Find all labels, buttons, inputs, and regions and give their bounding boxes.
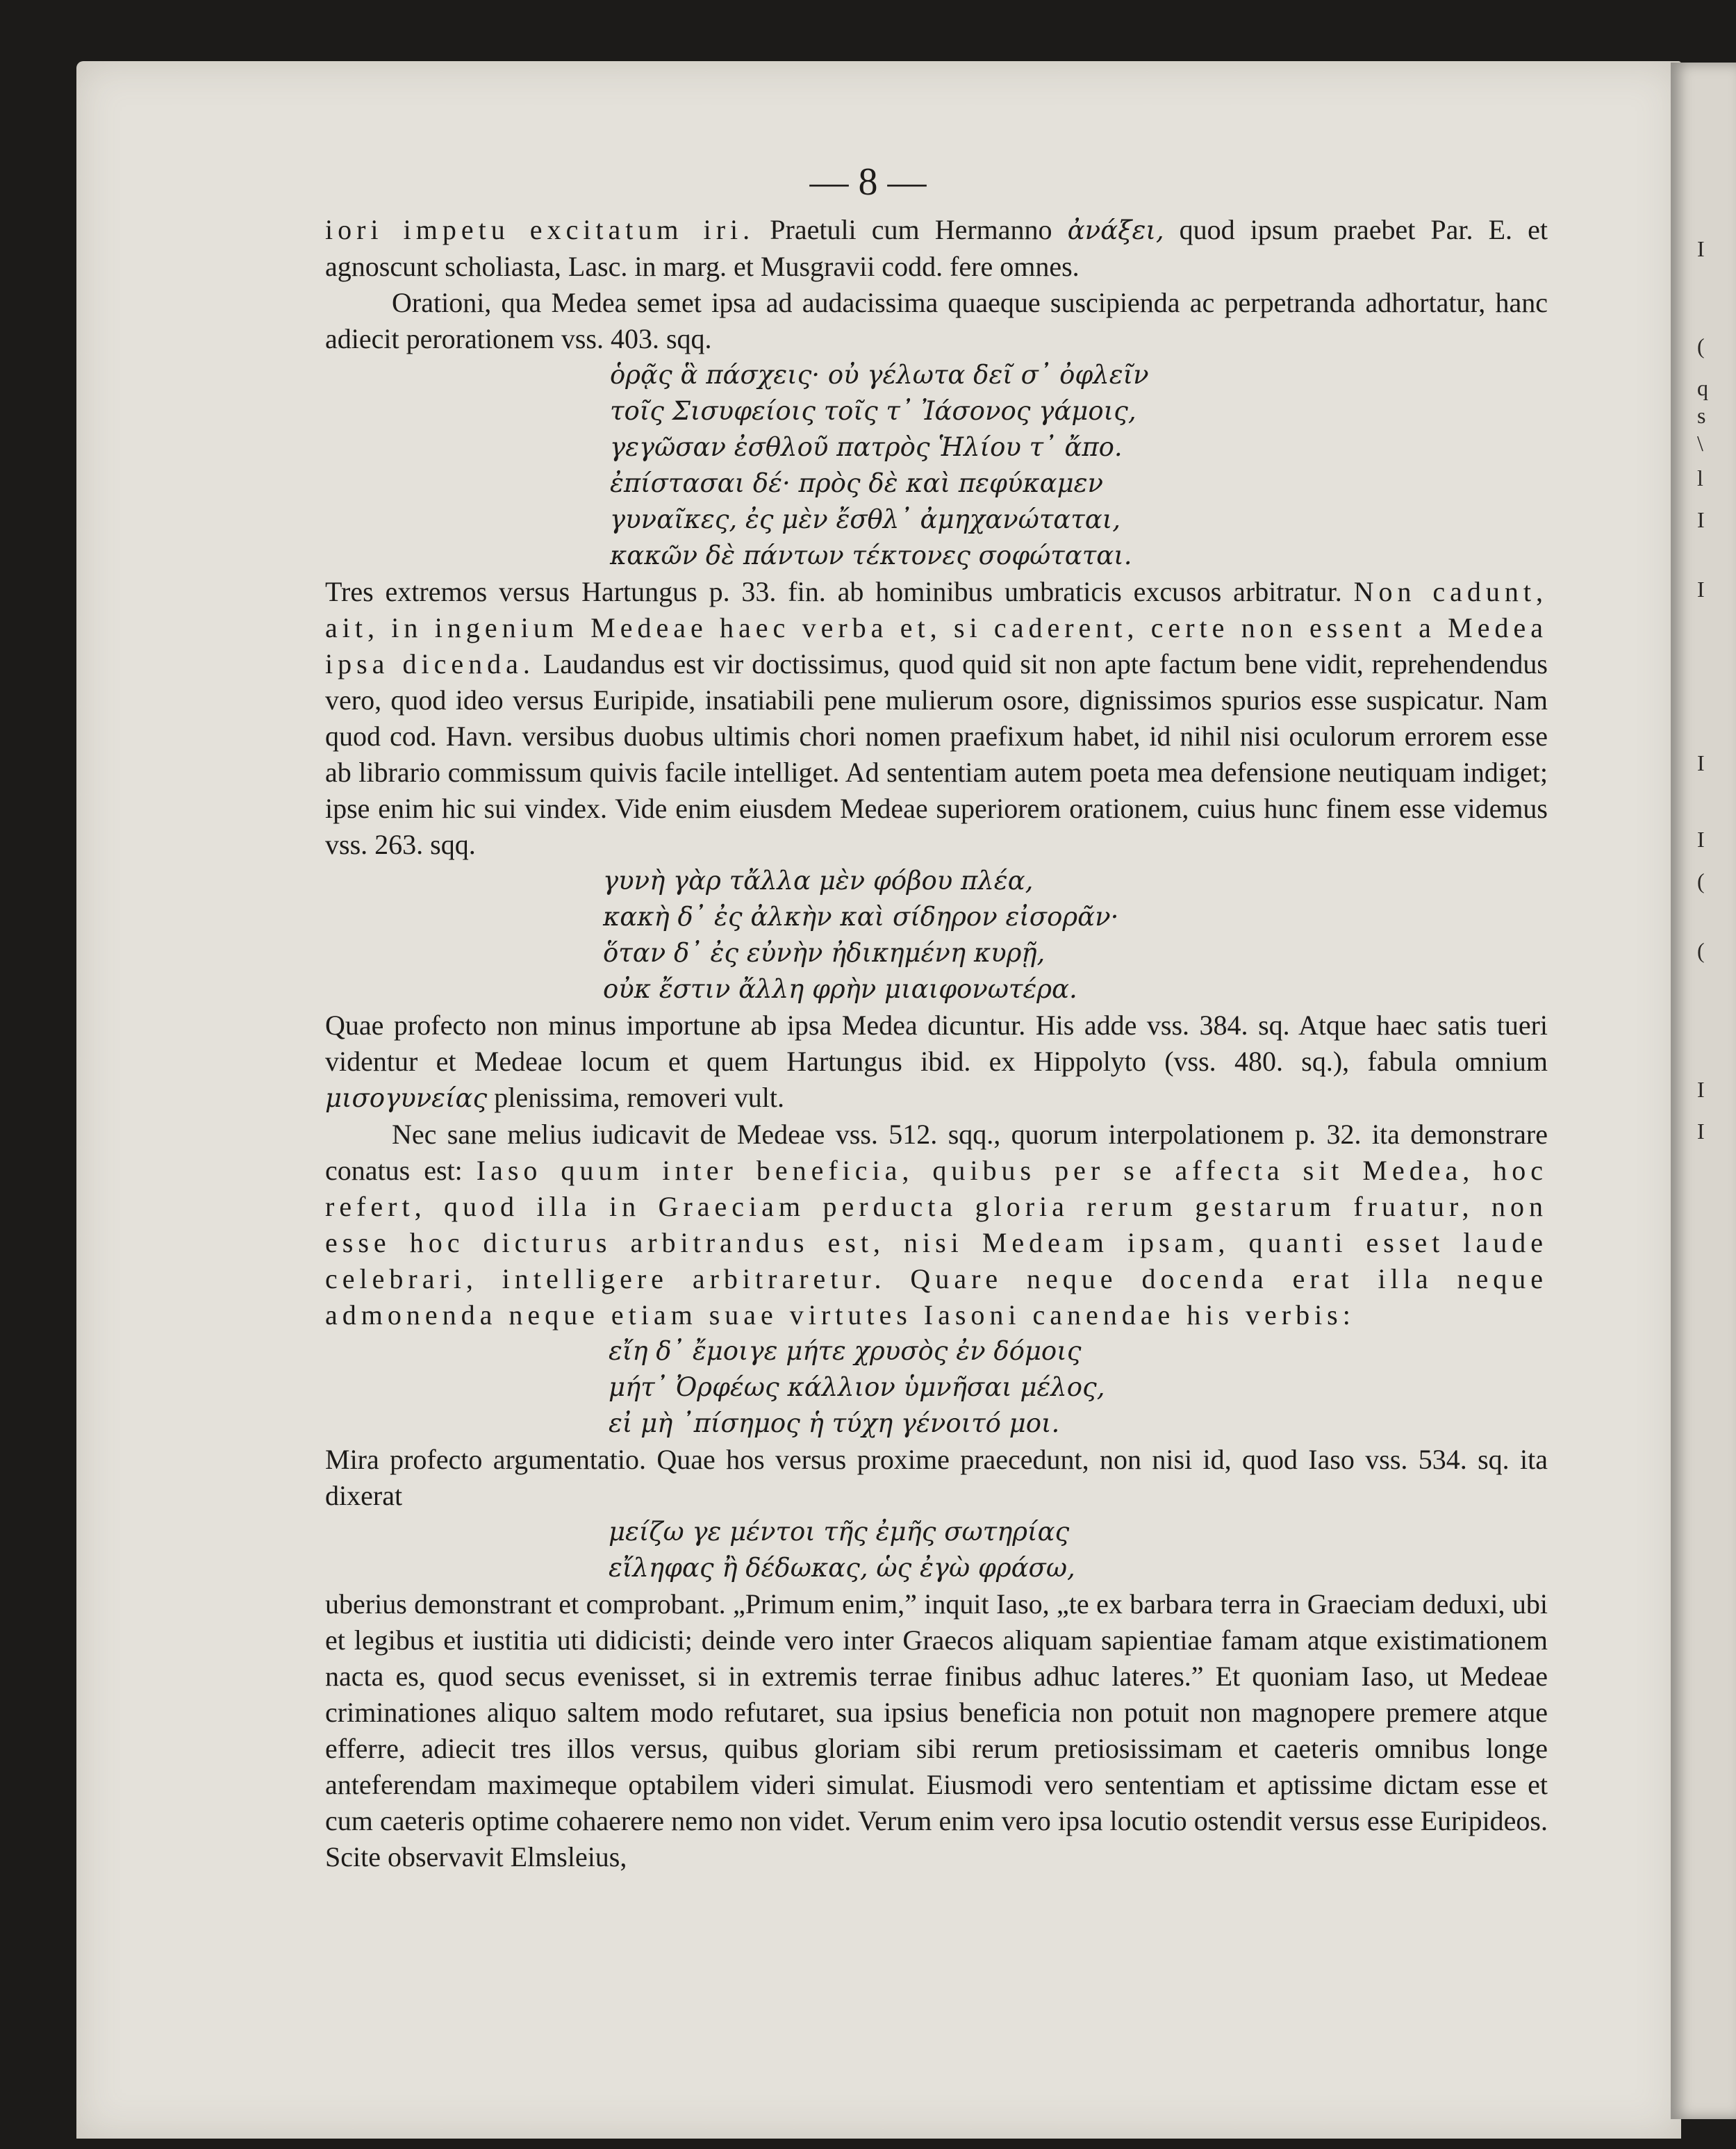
neighbor-page-char: l	[1697, 466, 1703, 491]
neighbor-page-char: (	[1697, 334, 1705, 359]
verse-line: ὅταν δ᾽ ἐς εὐνὴν ἠδικημένη κυρῇ,	[603, 938, 1045, 968]
paragraph-7	[325, 1586, 1548, 1875]
verse-line: εἴληφας ἢ δέδωκας, ὡς ἐγὼ φράσω,	[609, 1553, 1075, 1583]
text-run: Nec sane melius iudicavit de Medeae vss. 512. sqq., quorum interpolationem p. 32. ita demonstrare conatus est:	[325, 1119, 1548, 1186]
neighbor-page-char: I	[1697, 1119, 1705, 1144]
text-run: Quae profecto non minus importune ab ipsa Medea dicuntur. His adde vss. 384. sq. Atque haec satis tueri videntur et Medeae locum et quem Hartungus ibid. ex Hippolyto (vss. 480. sq.), fabula omnium	[325, 1010, 1548, 1077]
paragraph-2	[325, 285, 1548, 357]
verse-line: γυνὴ γὰρ τἄλλα μὲν φόβου πλέα,	[603, 866, 1034, 896]
paragraph-6	[325, 1442, 1548, 1514]
text-run: Laudandus est vir doctissimus, quod quid sit non apte factum bene vidit, reprehendendus vero, quod ideo versus Euripide, insatiabili pene mulierum osore, dignissimos spurios esse suspicatur. Nam quod cod. Havn. versibus duobus ultimis chori nomen praefixum habet, id nihil nisi oculorum errorem esse ab librario commissum quivis facile intelliget. Ad sententiam autem poeta mea defensione neutiquam indiget; ipse enim hic sui vindex. Vide enim eiusdem Medeae superiorem orationem, cuius hunc finem esse videmus vss. 263. sqq.	[325, 648, 1548, 860]
adjacent-page-edge	[1671, 63, 1736, 2119]
text-run: quod ipsum praebet Par. E. et agnoscunt scholiasta, Lasc. in marg. et Musgravii codd. fere omnes.	[325, 214, 1548, 282]
paragraph-5	[325, 1117, 1548, 1333]
verse-block-3	[609, 1333, 1548, 1442]
text-run: uberius demonstrant et comprobant. „Primum enim,” inquit Iaso, „te ex barbara terra in Graeciam deduxi, ubi et legibus et iustitia uti didicisti; deinde vero inter Graecos aliquam sapientiae famam atque existimationem nacta es, quod secus evenisset, si in extremis terrae finibus adhuc lateres.” Et quoniam Iaso, ut Medeae criminationes aliquo saltem modo refutaret, sua ipsius beneficia non potuit non magnopere premere atque efferre, adiecit tres illos versus, quibus gloriam sibi rerum pretiosissimam et caeteris omnibus longe anteferendam maximeque optabilem videri simulat. Eiusmodi vero sententiam et aptissime dictam esse et cum caeteris optime cohaerere nemo non videt. Verum enim vero ipsa locutio ostendit versus esse Euripideos. Scite observavit Elmsleius,	[325, 1588, 1548, 1872]
verse-line: κακῶν δὲ πάντων τέκτονες σοφώταται.	[610, 541, 1132, 570]
text-run: plenissima, removeri vult.	[487, 1082, 784, 1113]
page-number: — 8 —	[809, 160, 927, 204]
neighbor-page-char: (	[1697, 868, 1705, 894]
verse-line: γυναῖκες, ἐς μὲν ἔσθλ᾽ ἀμηχανώταται,	[610, 504, 1121, 534]
text-run: Mira profecto argumentatio. Quae hos versus proxime praecedunt, non nisi id, quod Iaso vss. 534. sq. ita dixerat	[325, 1444, 1548, 1511]
neighbor-page-char: I	[1697, 577, 1705, 602]
verse-line: εἰ μὴ ᾽πίσημος ἡ τύχη γένοιτό μοι.	[609, 1408, 1060, 1438]
verse-line: τοῖς Σισυφείοις τοῖς τ᾽ Ἰάσονος γάμοις,	[610, 396, 1136, 426]
text-run: Praetuli cum Hermanno	[754, 214, 1068, 245]
neighbor-page-char: I	[1697, 236, 1705, 261]
spaced-emphasis: Iaso quum inter beneficia, quibus per se affecta sit Medea, hoc refert, quod illa in Graeciam perducta gloria rerum gestarum fruatur, non esse hoc dicturus arbitrandus est, nisi Medeam ipsam, quanti esset laude celebrari, intelligere arbitraretur. Quare neque docenda erat illa neque admonenda neque etiam suae virtutes Iasoni canendae his verbis:	[325, 1155, 1548, 1331]
page-body	[325, 212, 1548, 1875]
text-run: Tres extremos versus Hartungus p. 33. fin. ab hominibus umbraticis excusos arbitratur.	[325, 576, 1354, 607]
paragraph-3	[325, 574, 1548, 863]
greek-word: ἀνάξει,	[1067, 215, 1164, 245]
verse-line: γεγῶσαν ἐσθλοῦ πατρὸς Ἡλίου τ᾽ ἄπο.	[610, 432, 1123, 462]
neighbor-page-char: I	[1697, 507, 1705, 532]
greek-word: μισογυνείας	[325, 1083, 488, 1113]
text-run: Orationi, qua Medea semet ipsa ad audacissima quaeque suscipienda ac perpetranda adhortatur, hanc adiecit perorationem vss. 403. sqq.	[325, 287, 1548, 354]
paragraph-4	[325, 1007, 1548, 1117]
verse-block-2	[603, 863, 1548, 1007]
verse-line: μήτ᾽ Ὀρφέως κάλλιον ὑμνῆσαι μέλος,	[609, 1372, 1105, 1402]
neighbor-page-char: \	[1697, 431, 1703, 456]
verse-block-4	[609, 1514, 1548, 1586]
paragraph-1	[325, 212, 1548, 285]
neighbor-page-char: I	[1697, 1077, 1705, 1102]
neighbor-page-char: q	[1697, 375, 1708, 400]
verse-line: μείζω γε μέντοι τῆς ἐμῆς σωτηρίας	[609, 1517, 1070, 1547]
verse-line: εἴη δ᾽ ἔμοιγε μήτε χρυσὸς ἐν δόμοις	[609, 1336, 1082, 1366]
verse-line: κακὴ δ᾽ ἐς ἀλκὴν καὶ σίδηρον εἰσορᾶν·	[603, 902, 1119, 932]
verse-line: οὐκ ἔστιν ἄλλη φρὴν μιαιφονωτέρα.	[603, 974, 1077, 1004]
spaced-emphasis: Non cadunt, ait, in ingenium Medeae haec verba et, si caderent, certe non essent a Medea ipsa dicenda.	[325, 576, 1548, 680]
neighbor-page-char: s	[1697, 403, 1706, 428]
verse-line: ὁρᾷς ἃ πάσχεις· οὐ γέλωτα δεῖ σ᾽ ὀφλεῖν	[610, 360, 1149, 390]
neighbor-page-char: I	[1697, 827, 1705, 852]
verse-block-1	[610, 357, 1548, 574]
spaced-emphasis: iori impetu excitatum iri.	[325, 214, 755, 245]
neighbor-page-char: I	[1697, 750, 1705, 775]
neighbor-page-char: (	[1697, 938, 1705, 963]
verse-line: ἐπίστασαι δέ· πρὸς δὲ καὶ πεφύκαμεν	[610, 468, 1104, 498]
